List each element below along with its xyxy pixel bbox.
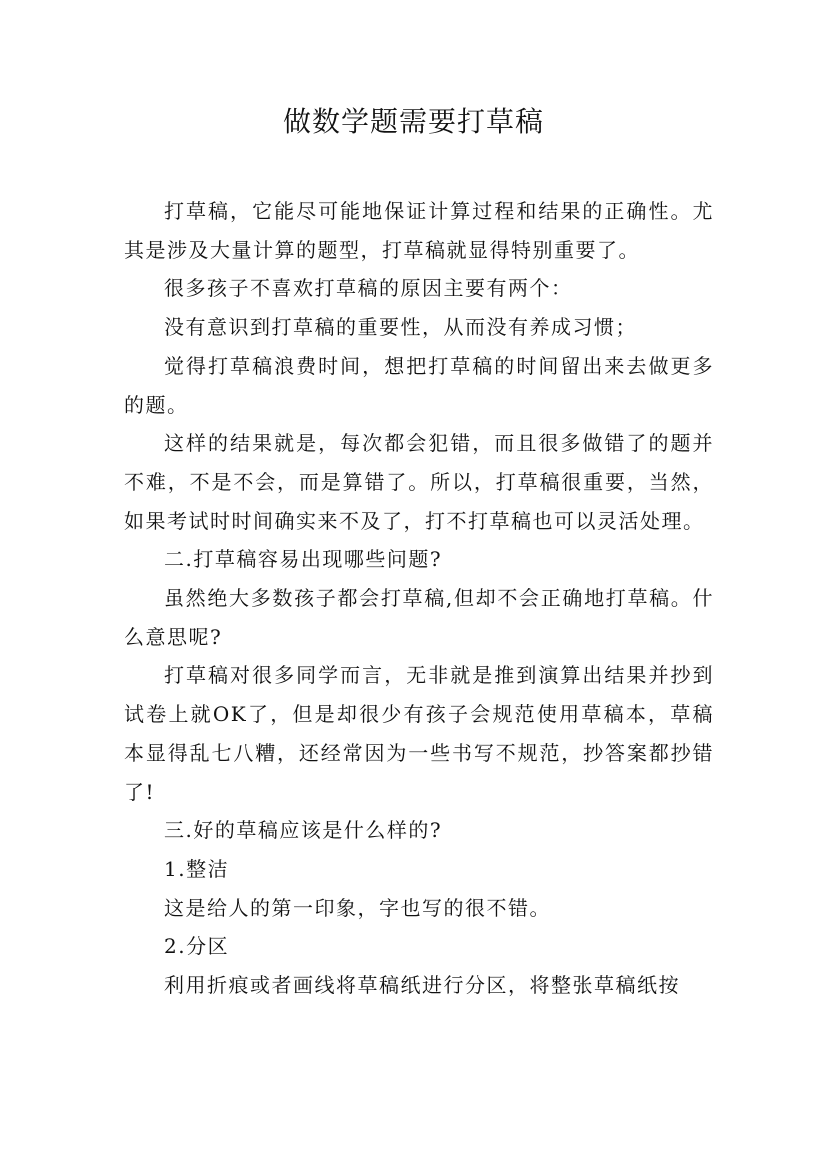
paragraph-problem-intro: 虽然绝大多数孩子都会打草稿,但却不会正确地打草稿。什么意思呢?: [124, 586, 714, 649]
paragraph-reasons-intro: 很多孩子不喜欢打草稿的原因主要有两个：: [164, 276, 573, 301]
paragraph-sections: 利用折痕或者画线将草稿纸进行分区，将整张草稿纸按: [164, 973, 680, 998]
subheading-tidy: 1.整洁: [164, 856, 230, 881]
paragraph-tidy: 这是给人的第一印象，字也写的很不错。: [164, 895, 551, 920]
document-body: [124, 192, 714, 1005]
paragraph-intro: 打草稿，它能尽可能地保证计算过程和结果的正确性。尤其是涉及大量计算的题型，打草稿就显得特别重要了。: [124, 199, 714, 262]
paragraph-problem-detail: 打草稿对很多同学而言，无非就是推到演算出结果并抄到试卷上就OK了，但是却很少有孩子会规范使用草稿本，草稿本显得乱七八糟，还经常因为一些书写不规范，抄答案都抄错了!: [124, 663, 714, 804]
paragraph-consequence: 这样的结果就是，每次都会犯错，而且很多做错了的题并不难，不是不会，而是算错了。所以，打草稿很重要，当然，如果考试时时间确实来不及了，打不打草稿也可以灵活处理。: [124, 431, 714, 533]
subheading-sections: 2.分区: [164, 934, 230, 959]
document-title: 做数学题需要打草稿: [282, 105, 544, 138]
section-heading-two: 二.打草稿容易出现哪些问题?: [164, 547, 443, 572]
section-heading-three: 三.好的草稿应该是什么样的?: [164, 818, 443, 843]
paragraph-reason-one: 没有意识到打草稿的重要性，从而没有养成习惯；: [164, 315, 637, 340]
paragraph-reason-two: 觉得打草稿浪费时间，想把打草稿的时间留出来去做更多的题。: [124, 353, 714, 417]
